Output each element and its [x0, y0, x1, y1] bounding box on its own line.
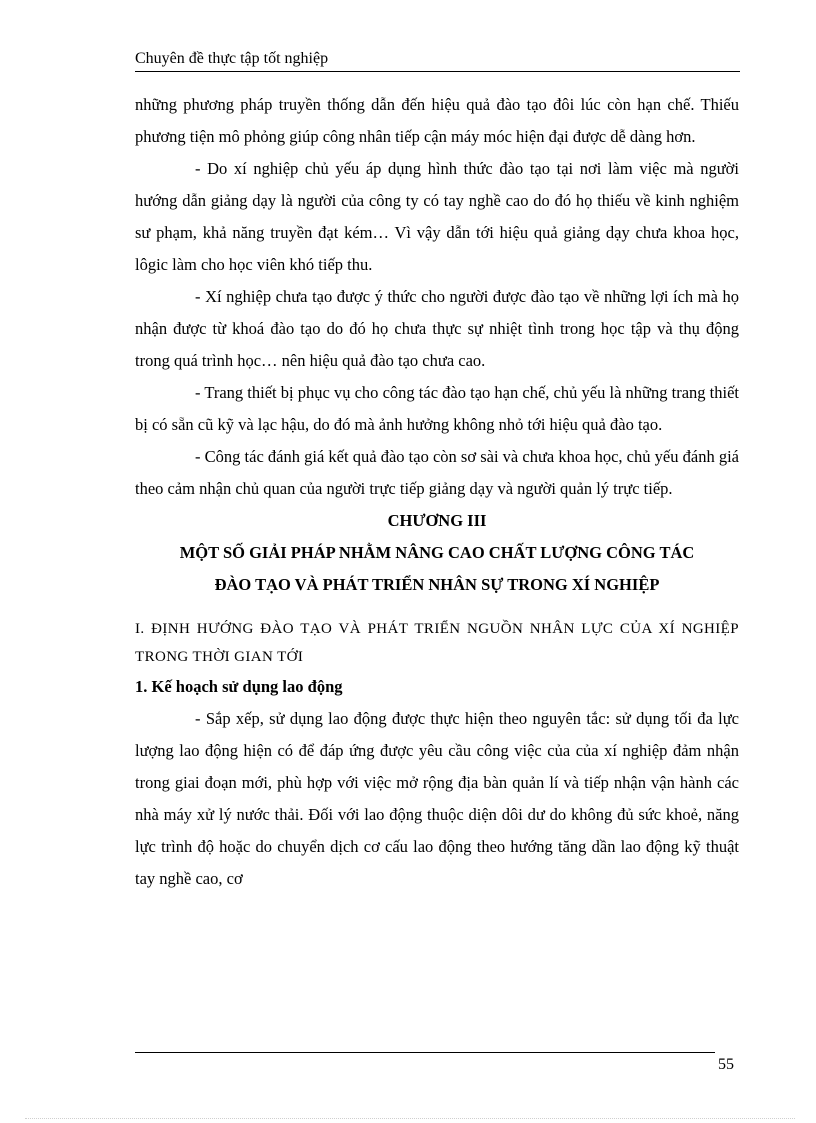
chapter-label: CHƯƠNG III — [387, 511, 487, 530]
page-number: 55 — [718, 1056, 734, 1073]
paragraph-equipment: - Trang thiết bị phục vụ cho công tác đào tạo hạn chế, chủ yếu là những trang thiết bị có sẵn cũ kỹ và lạc hậu, do đó mà ảnh hưởng không nhỏ tới hiệu quả đào tạo. — [135, 383, 739, 434]
paragraph-labor-plan: - Sắp xếp, sử dụng lao động được thực hiện theo nguyên tắc: sử dụng tối đa lực lượng lao động hiện có để đáp ứng được yêu cầu công việc của của xí nghiệp đảm nhận trong giai đoạn mới, phù hợp với việc mở rộng địa bàn quản lí và tiếp nhận vận hành các nhà máy xử lý nước thải. Đối với lao động thuộc diện dôi dư do không đủ sức khoẻ, năng lực trình độ hoặc do chuyển dịch cơ cấu lao động theo hướng tăng dần lao động kỹ thuật tay nghề cao, cơ — [135, 709, 739, 888]
page-edge-divider — [25, 1118, 795, 1119]
paragraph-training-method: - Do xí nghiệp chủ yếu áp dụng hình thức đào tạo tại nơi làm việc mà người hướng dẫn giảng dạy là người của công ty có tay nghề cao do đó họ thiếu về kinh nghiệm sư phạm, khả năng truyền đạt kém… Vì vậy dẫn tới hiệu quả giảng dạy chưa khoa học, lôgic làm cho học viên khó tiếp thu. — [135, 159, 739, 274]
paragraph-continuation: những phương pháp truyền thống dẫn đến hiệu quả đào tạo đôi lúc còn hạn chế. Thiếu phương tiện mô phỏng giúp công nhân tiếp cận máy móc hiện đại được dễ dàng hơn. — [135, 95, 739, 146]
chapter-title-line-2: ĐÀO TẠO VÀ PHÁT TRIỂN NHÂN SỰ TRONG XÍ NGHIỆP — [214, 575, 660, 594]
paragraph-trainee-awareness: - Xí nghiệp chưa tạo được ý thức cho người được đào tạo về những lợi ích mà họ nhận được từ khoá đào tạo do đó họ chưa thực sự nhiệt tình trong học tập và thụ động trong quá trình học… nên hiệu quả đào tạo chưa cao. — [135, 287, 739, 370]
footer-rule — [135, 1052, 715, 1053]
page-header — [135, 48, 740, 72]
subsection-heading: 1. Kế hoạch sử dụng lao động — [135, 677, 343, 696]
section-heading: I. ĐỊNH HƯỚNG ĐÀO TẠO VÀ PHÁT TRIỂN NGUỒN NHÂN LỰC CỦA XÍ NGHIỆP TRONG THỜI GIAN TỚI — [135, 621, 739, 665]
header-title: Chuyên đề thực tập tốt nghiệp — [135, 50, 329, 67]
paragraph-evaluation: - Công tác đánh giá kết quả đào tạo còn sơ sài và chưa khoa học, chủ yếu đánh giá theo cảm nhận chủ quan của người trực tiếp giảng dạy và người quản lý trực tiếp. — [135, 447, 739, 498]
document-body — [135, 89, 739, 895]
chapter-title-line-1: MỘT SỐ GIẢI PHÁP NHẰM NÂNG CAO CHẤT LƯỢNG CÔNG TÁC — [179, 543, 695, 562]
